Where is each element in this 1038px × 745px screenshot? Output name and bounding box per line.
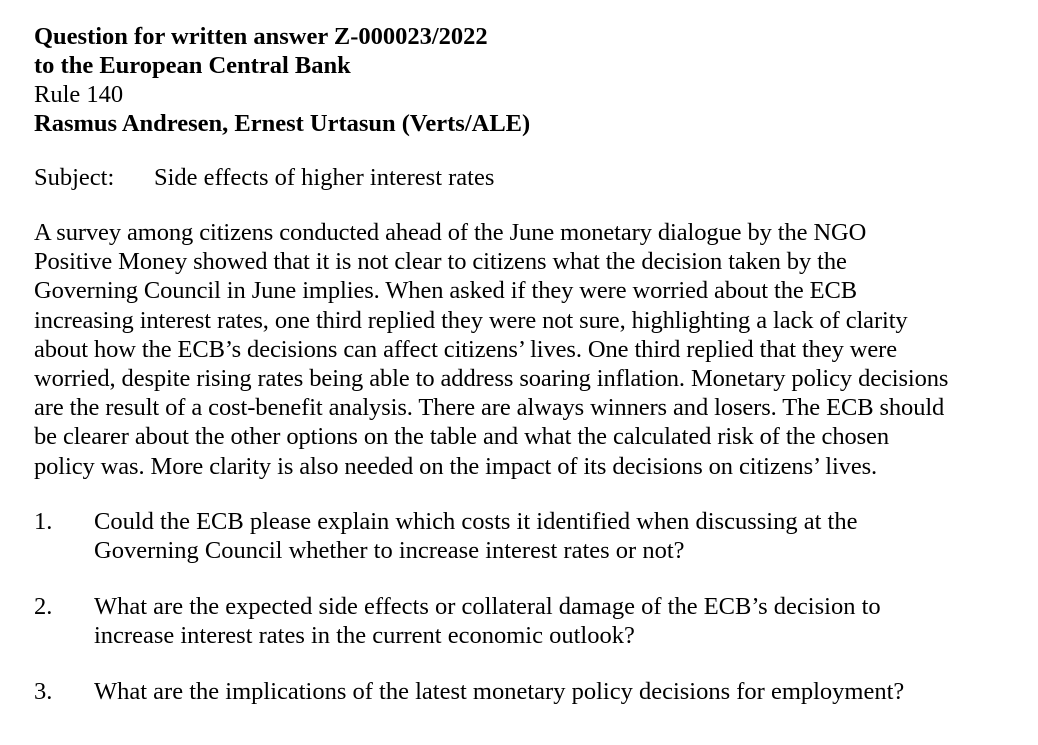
- question-line: Governing Council whether to increase interest rates or not?: [94, 537, 685, 565]
- question-number: 3.: [34, 677, 53, 705]
- authors: Rasmus Andresen, Ernest Urtasun (Verts/ALE): [34, 110, 531, 137]
- body-line: about how the ECB’s decisions can affect citizens’ lives. One third replied that they were: [34, 335, 897, 363]
- body-line: Governing Council in June implies. When asked if they were worried about the ECB: [34, 277, 858, 305]
- question-item-2: [34, 592, 1014, 651]
- body-line: are the result of a cost-benefit analysis. There are always winners and losers. The ECB should: [34, 394, 945, 422]
- question-list: [34, 507, 1014, 707]
- body-line: worried, despite rising rates being able to address soaring inflation. Monetary policy decisions: [34, 365, 949, 393]
- question-item-1: [34, 507, 1014, 566]
- document: [34, 22, 1014, 732]
- addressee: to the European Central Bank: [34, 52, 351, 79]
- subject-label: Subject:: [34, 164, 115, 191]
- body-paragraph: [34, 218, 1014, 481]
- question-text: [94, 592, 1014, 651]
- question-text: [94, 677, 1014, 707]
- body-line: be clearer about the other options on the table and what the calculated risk of the chosen: [34, 423, 889, 451]
- rule-reference: Rule 140: [34, 81, 124, 108]
- document-header: [34, 22, 1014, 138]
- question-number: 1.: [34, 507, 53, 535]
- subject-text: Side effects of higher interest rates: [154, 164, 495, 191]
- question-line: Could the ECB please explain which costs it identified when discussing at the: [94, 507, 858, 535]
- body-line: policy was. More clarity is also needed on the impact of its decisions on citizens’ lives.: [34, 452, 878, 480]
- subject-line: [34, 163, 1014, 192]
- question-line: What are the implications of the latest monetary policy decisions for employment?: [94, 677, 905, 705]
- body-line: Positive Money showed that it is not clear to citizens what the decision taken by the: [34, 248, 847, 276]
- question-line: increase interest rates in the current economic outlook?: [94, 622, 635, 650]
- body-line: A survey among citizens conducted ahead of the June monetary dialogue by the NGO: [34, 219, 867, 246]
- question-text: [94, 507, 1014, 566]
- question-number: 2.: [34, 592, 53, 620]
- body-line: increasing interest rates, one third replied they were not sure, highlighting a lack of clarity: [34, 306, 908, 334]
- question-item-3: [34, 677, 1014, 707]
- question-line: What are the expected side effects or collateral damage of the ECB’s decision to: [94, 592, 881, 620]
- question-reference: Question for written answer Z-000023/2022: [34, 23, 488, 50]
